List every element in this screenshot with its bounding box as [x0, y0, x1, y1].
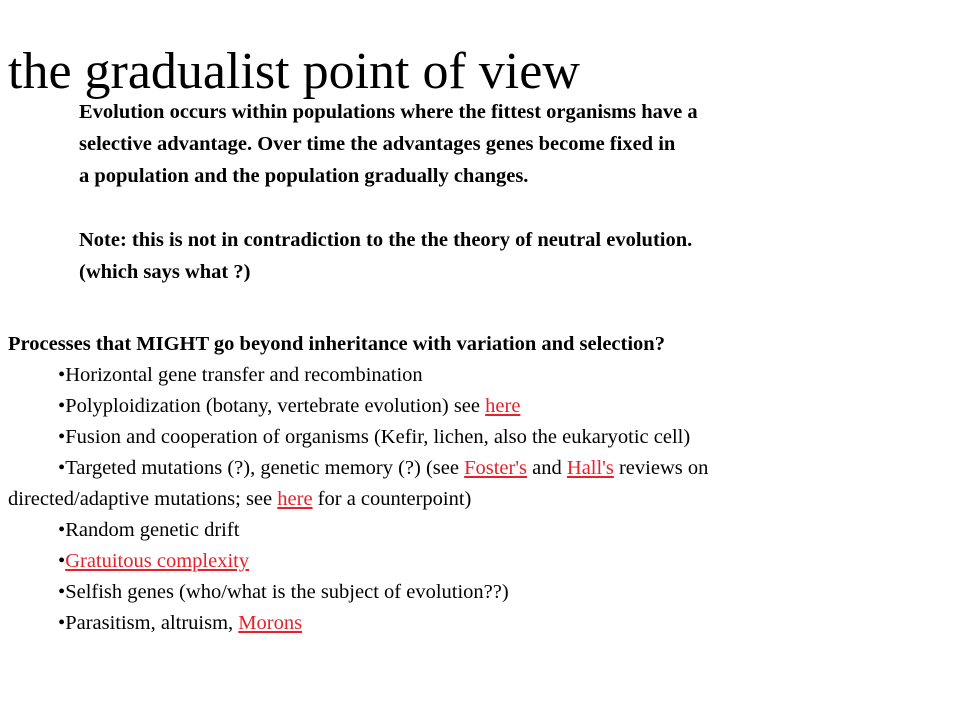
list-item-text: Random genetic drift [65, 519, 240, 541]
intro-line: Evolution occurs within populations where the fittest organisms have a [79, 101, 698, 123]
gratuitous-complexity-link[interactable]: Gratuitous complexity [65, 550, 250, 572]
list-item-text: Targeted mutations (?), genetic memory (?) (see [65, 457, 465, 479]
list-item-text: Fusion and cooperation of organisms (Kefir, lichen, also the eukaryotic cell) [65, 426, 691, 448]
list-item [58, 360, 948, 391]
intro-block [79, 96, 919, 288]
counterpoint-link[interactable]: here [277, 488, 313, 510]
page-title: the gradualist point of view [8, 42, 580, 100]
bullet: • [58, 457, 66, 479]
bullet: • [58, 519, 66, 541]
processes-heading: Processes that MIGHT go beyond inheritance with variation and selection? [8, 333, 665, 355]
list-item [58, 515, 948, 546]
list-item [58, 546, 948, 577]
list-item-text: Horizontal gene transfer and recombination [65, 364, 423, 386]
bullet: • [58, 426, 66, 448]
intro-line: a population and the population gradually changes. [79, 165, 529, 187]
bullet: • [58, 364, 66, 386]
processes-section [8, 329, 948, 639]
note-line: Note: this is not in contradiction to the the theory of neutral evolution. [79, 229, 693, 251]
paragraph-spacer [79, 192, 919, 224]
bullet: • [58, 612, 66, 634]
fosters-review-link[interactable]: Foster's [464, 457, 528, 479]
list-item-text: reviews on [613, 457, 709, 479]
polyploidization-link[interactable]: here [485, 395, 521, 417]
list-item-text: Selfish genes (who/what is the subject of evolution??) [65, 581, 509, 603]
list-item-text: Polyploidization (botany, vertebrate evolution) see [65, 395, 486, 417]
list-item-text: Parasitism, altruism, [65, 612, 239, 634]
list-item-text: and [527, 457, 567, 479]
bullet: • [58, 550, 66, 572]
bullet: • [58, 395, 66, 417]
list-item [58, 577, 948, 608]
note-line: (which says what ?) [79, 261, 251, 283]
intro-line: selective advantage. Over time the advantages genes become fixed in [79, 133, 676, 155]
list-item-text: for a counterpoint) [312, 488, 472, 510]
list-item [58, 608, 948, 639]
process-list [8, 360, 948, 639]
halls-review-link[interactable]: Hall's [566, 457, 614, 479]
bullet: • [58, 581, 66, 603]
list-item [58, 422, 948, 453]
list-item-text: directed/adaptive mutations; see [8, 488, 278, 510]
list-item [58, 391, 948, 422]
list-item [8, 453, 918, 515]
list-item-continuation [8, 484, 918, 515]
morons-link[interactable]: Morons [238, 612, 303, 634]
